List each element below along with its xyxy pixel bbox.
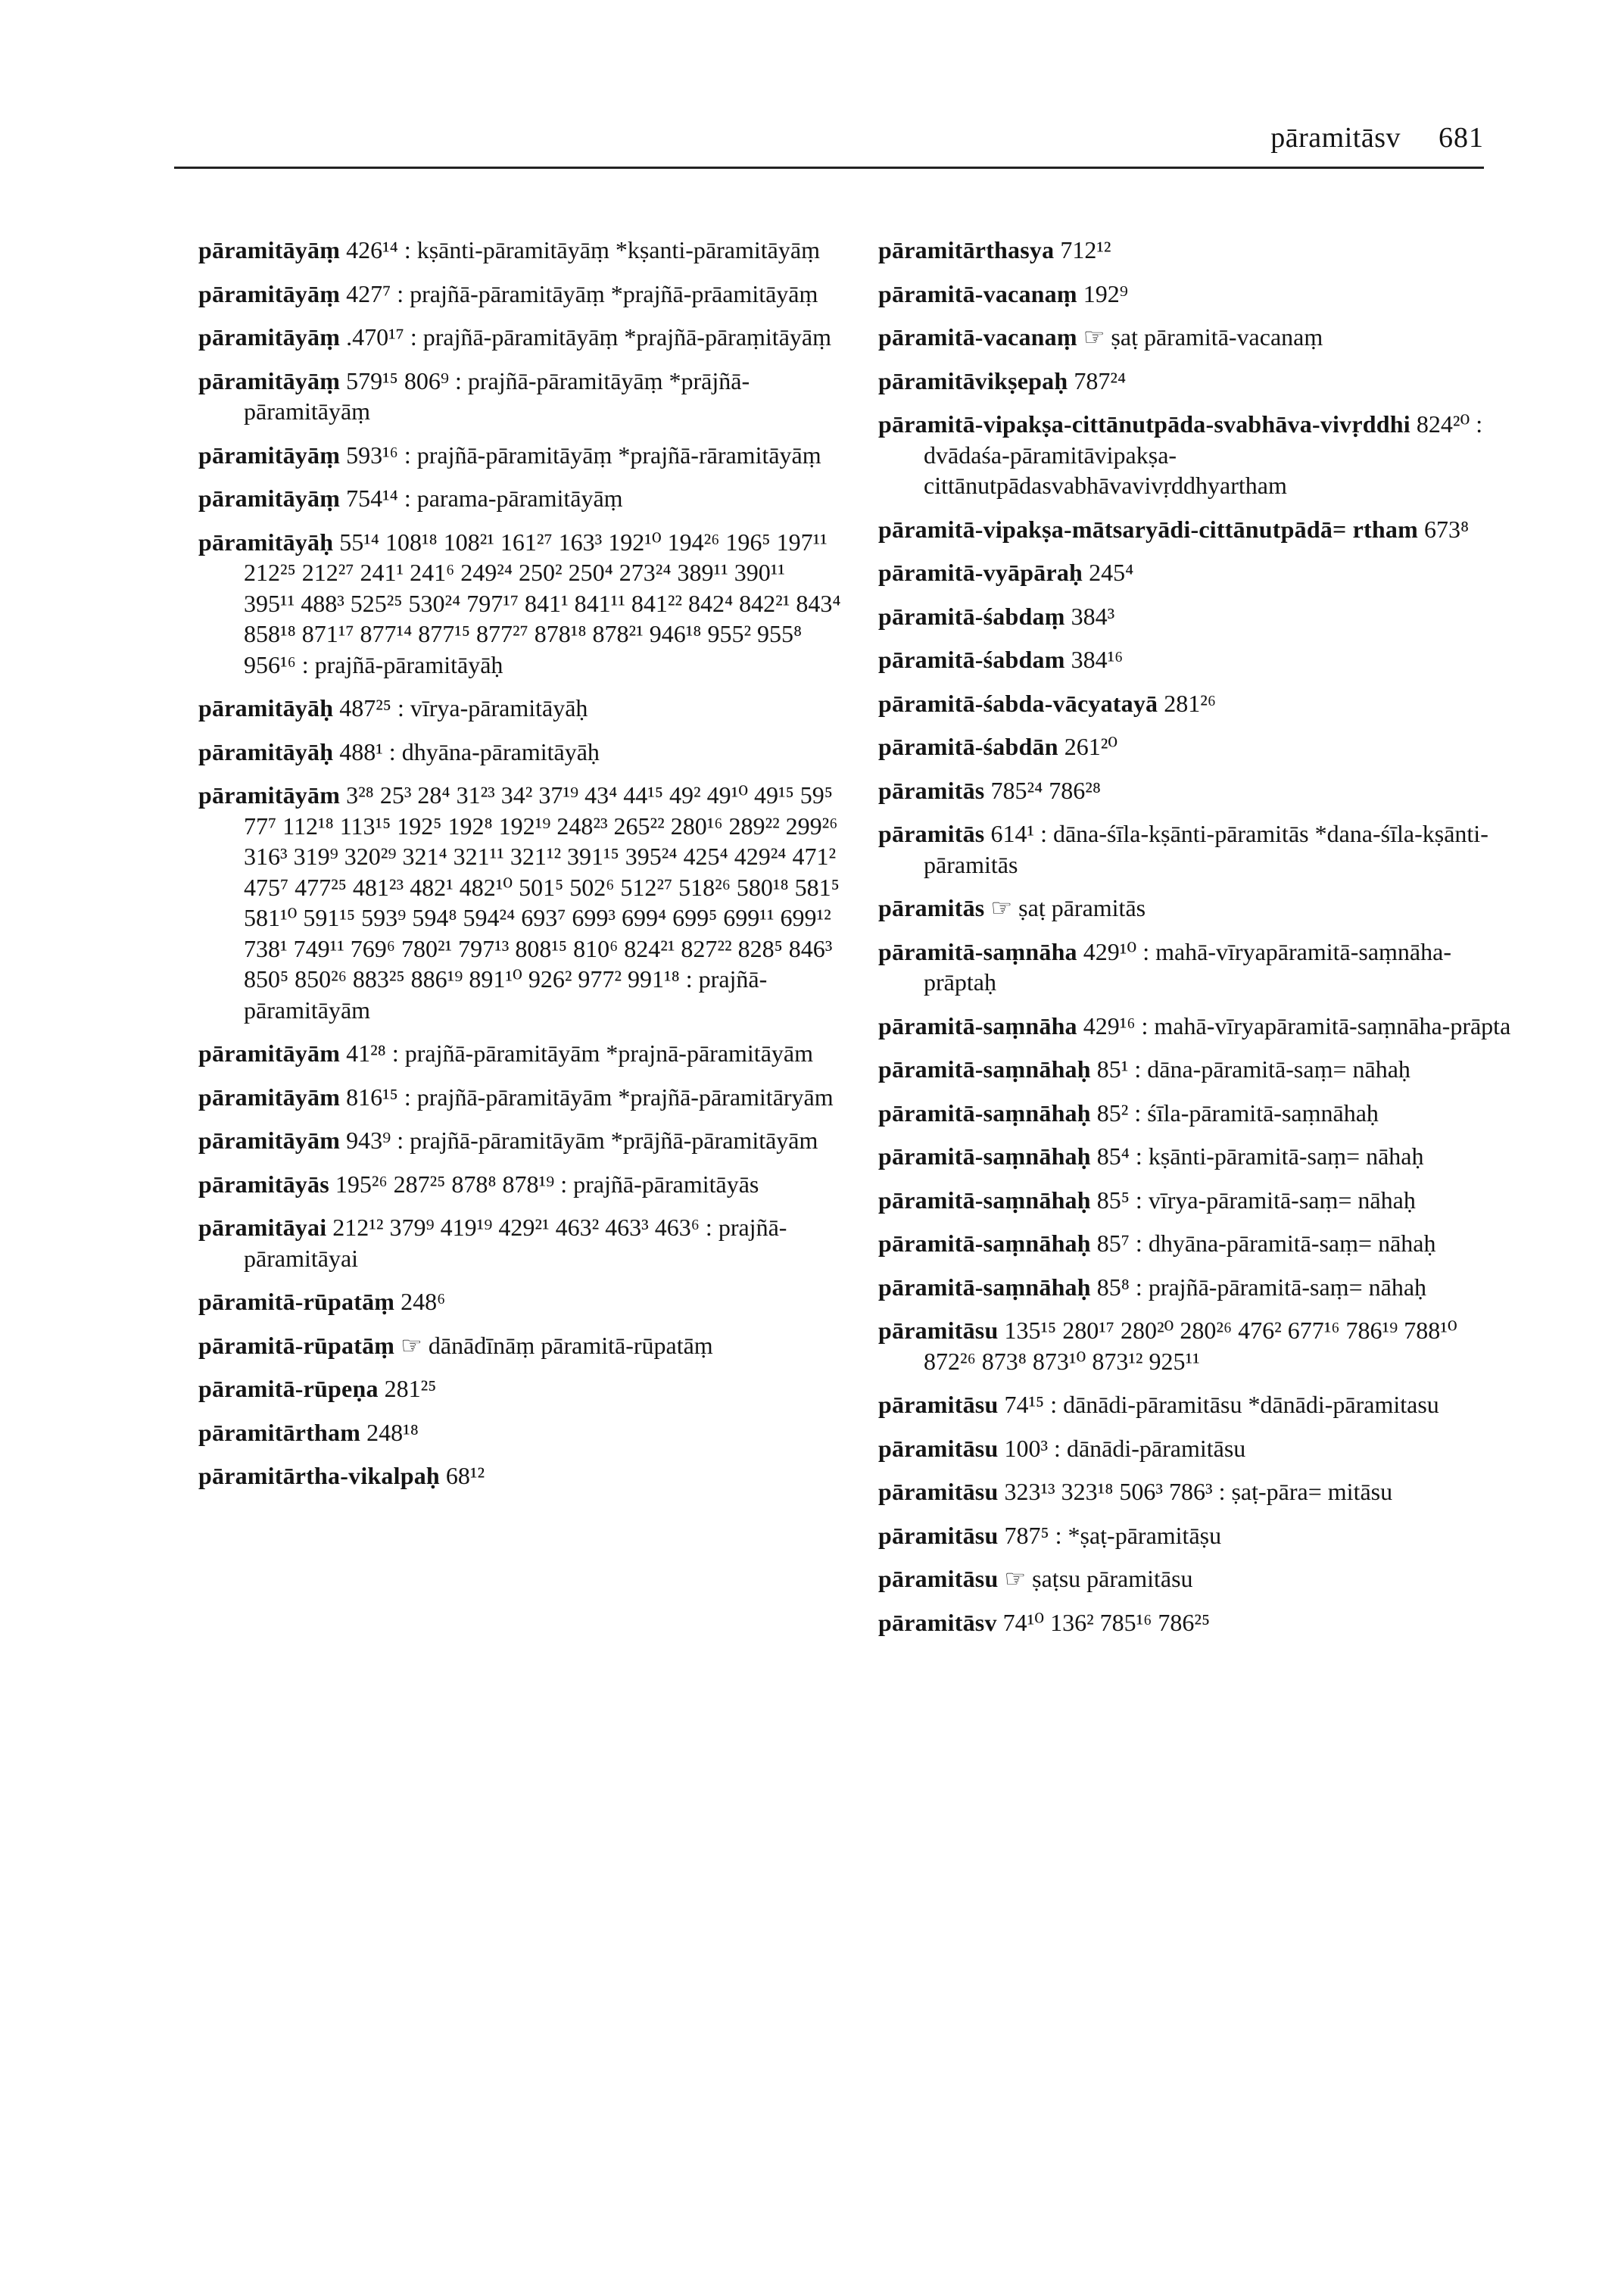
index-entry — [878, 601, 1514, 632]
entry-cross-reference: : prajñā-pāramitāyāṃ *prajñā-rāramitāyāṃ — [404, 441, 821, 469]
entry-page-refs: 943⁹ — [346, 1127, 391, 1154]
entry-page-refs: 673⁸ — [1423, 515, 1470, 543]
entry-page-refs: 323¹³ 323¹⁸ 506³ 786³ — [1004, 1478, 1213, 1505]
index-entry — [198, 1125, 842, 1156]
entry-cross-reference: : prajñā-pāramitāyāṃ *prajñā-pāraṃitāyāṃ — [410, 323, 831, 351]
entry-page-refs: 3²⁸ 25³ 28⁴ 31²³ 34² 37¹⁹ 43⁴ 44¹⁵ 49² 49¹⁰ 49¹⁵ 59⁵ 77⁷ 112¹⁸ 113¹⁵ 192⁵ 192⁸ 192¹⁹ 248²³ 265²² 280¹⁶ 289²² 299²⁶ 316³ 319⁹ 320²⁹ 321⁴ 321¹¹ 321¹² 391¹⁵ 395²⁴ 425⁴ 429²⁴ 471² 475⁷ 477²⁵ 481²³ 482¹ 482¹⁰ 501⁵ 502⁶ 512²⁷ 518²⁶ 580¹⁸ 581⁵ 581¹⁰ 591¹⁵ 593⁹ 594⁸ 594²⁴ 693⁷ 699³ 699⁴ 699⁵ 699¹¹ 699¹² 738¹ 749¹¹ 769⁶ 780²¹ 797¹³ 808¹⁵ 810⁶ 824²¹ 827²² 828⁵ 846³ 850⁵ 850²⁶ 883²⁵ 886¹⁹ 891¹⁰ 926² 977² 991¹⁸ — [244, 781, 840, 993]
entry-page-refs: 593¹⁶ — [346, 441, 398, 469]
entry-headword: pāramitāyām — [198, 1039, 341, 1067]
entry-page-refs: 429¹⁶ — [1083, 1011, 1136, 1039]
index-entry — [198, 235, 842, 266]
entry-headword: pāramitā-vipakṣa-mātsaryādi-cittānutpādā= rtham — [878, 515, 1418, 543]
entry-cross-reference: : ṣaṭ-pāra= mitāsu — [1218, 1478, 1393, 1505]
entry-cross-reference: : parama-pāramitāyāṃ — [404, 485, 623, 512]
index-entry — [198, 780, 842, 1025]
entry-page-refs: 85¹ — [1096, 1055, 1129, 1083]
index-entry — [198, 483, 842, 514]
entry-headword: pāramitāyāṃ — [198, 236, 341, 263]
index-entry — [198, 1460, 842, 1491]
index-entry — [198, 693, 842, 724]
index-entry — [198, 1286, 842, 1317]
entry-headword: pāramitā-saṃnāhaḥ — [878, 1055, 1091, 1083]
index-entry — [198, 737, 842, 768]
entry-page-refs: .470¹⁷ — [346, 323, 404, 351]
entry-page-refs: 212¹² 379⁹ 419¹⁹ 429²¹ 463² 463³ 463⁶ — [332, 1214, 700, 1241]
entry-page-refs: 74¹⁵ — [1004, 1391, 1045, 1418]
index-entry — [878, 1272, 1514, 1303]
entry-page-refs: 85⁷ — [1096, 1230, 1130, 1257]
index-entry — [878, 409, 1514, 501]
entry-page-refs: 579¹⁵ 806⁹ — [346, 366, 449, 394]
entry-cross-reference: : prajñā-pāramitāyām *prajñā-pāramitāryām — [404, 1083, 834, 1111]
entry-cross-reference: : prajñā-pāramitāyām *prajnā-pāramitāyām — [391, 1039, 813, 1067]
entry-headword: pāramitārtham — [198, 1418, 361, 1446]
entry-headword: pāramitāsu — [878, 1565, 999, 1592]
entry-page-refs: 85⁸ — [1096, 1273, 1130, 1301]
entry-headword: pāramitās — [878, 776, 985, 804]
entry-page-refs: 245⁴ — [1089, 559, 1134, 586]
entry-cross-reference: : prajñā-pāramitāyām — [244, 965, 768, 1024]
entry-cross-reference: ☞ ṣaṭ pāramitā-vacanaṃ — [1083, 323, 1323, 351]
entry-page-refs: 824²⁰ — [1416, 410, 1470, 438]
entry-headword: pāramitārtha-vikalpaḥ — [198, 1462, 440, 1489]
entry-headword: pāramitā-śabdān — [878, 733, 1058, 760]
entry-headword: pāramitā-vacanaṃ — [878, 279, 1077, 307]
entry-cross-reference: : dhyāna-pāramitāyāḥ — [388, 737, 600, 765]
entry-headword: pāramitāsu — [878, 1391, 999, 1418]
entry-headword: pāramitā-vacanaṃ — [878, 323, 1077, 351]
entry-page-refs: 281²⁵ — [384, 1375, 437, 1402]
index-entry — [878, 1054, 1514, 1085]
entry-headword: pāramitāyām — [198, 1083, 341, 1111]
entry-headword: pāramitā-saṃnāhaḥ — [878, 1230, 1091, 1257]
entry-page-refs: 614¹ — [990, 820, 1035, 847]
entry-page-refs: 754¹⁴ — [346, 485, 398, 512]
index-entry — [198, 1373, 842, 1404]
index-entry — [878, 1185, 1514, 1216]
entry-cross-reference: : mahā-vīryapāramitā-saṃnāha-prāptaḥ — [924, 937, 1451, 996]
index-entry — [878, 731, 1514, 762]
entry-page-refs: 785²⁴ 786²⁸ — [990, 776, 1101, 804]
entry-headword: pāramitā-rūpeṇa — [198, 1375, 379, 1402]
index-entry — [878, 1563, 1514, 1594]
entry-page-refs: 100³ — [1004, 1434, 1049, 1462]
entry-cross-reference: : prajñā-pāramitāyai — [244, 1214, 787, 1272]
index-entry — [198, 279, 842, 310]
entry-page-refs: 787²⁴ — [1074, 366, 1127, 394]
index-entry — [878, 893, 1514, 924]
page-number: 681 — [1439, 122, 1484, 154]
entry-headword: pāramitāyās — [198, 1170, 329, 1198]
entry-cross-reference: ☞ dānādīnāṃ pāramitā-rūpatāṃ — [401, 1331, 713, 1359]
entry-cross-reference: : dhyāna-pāramitā-saṃ= nāhaḥ — [1135, 1230, 1436, 1257]
index-entry — [878, 1607, 1514, 1638]
entry-cross-reference: : dāna-śīla-kṣānti-pāramitās *dana-śīla-kṣānti-pāramitās — [924, 820, 1488, 878]
entry-headword: pāramitā-śabda-vācyatayā — [878, 689, 1158, 717]
index-entry — [878, 775, 1514, 806]
entry-headword: pāramitāyām — [198, 1127, 341, 1154]
entry-headword: pāramitārthasya — [878, 236, 1055, 263]
entry-page-refs: 712¹² — [1060, 236, 1111, 263]
entry-cross-reference: : śīla-pāramitā-saṃnāhaḥ — [1134, 1099, 1379, 1127]
entry-page-refs: 192⁹ — [1083, 279, 1128, 307]
index-entry — [198, 440, 842, 471]
entry-headword: pāramitāyāṃ — [198, 485, 341, 512]
index-entry — [878, 514, 1514, 545]
index-entry — [878, 1228, 1514, 1259]
entry-headword: pāramitāsu — [878, 1317, 999, 1344]
entry-headword: pāramitāyāṃ — [198, 441, 341, 469]
entry-headword: pāramitā-saṃnāha — [878, 937, 1077, 965]
entry-headword: pāramitās — [878, 894, 985, 921]
index-entry — [198, 366, 842, 427]
index-entry — [878, 235, 1514, 266]
entry-headword: pāramitās — [878, 820, 985, 847]
entry-page-refs: 787⁵ — [1004, 1521, 1049, 1549]
index-entry — [878, 322, 1514, 353]
entry-page-refs: 135¹⁵ 280¹⁷ 280²⁰ 280²⁶ 476² 677¹⁶ 786¹⁹ 788¹⁰ 872²⁶ 873⁸ 873¹⁰ 873¹² 925¹¹ — [924, 1317, 1457, 1375]
index-entry — [878, 1389, 1514, 1420]
entry-cross-reference: ☞ ṣaṭ pāramitās — [990, 894, 1146, 921]
entry-cross-reference: : prajñā-pāramitāyāṃ *prājñā-pāramitāyāṃ — [244, 366, 750, 425]
entry-cross-reference: : *ṣaṭ-pāramitāṣu — [1055, 1521, 1222, 1549]
entry-headword: pāramitā-rūpatāṃ — [198, 1331, 395, 1359]
entry-headword: pāramitāsu — [878, 1478, 999, 1505]
entry-page-refs: 816¹⁵ — [346, 1083, 398, 1111]
entry-cross-reference: : vīrya-pāramitāyāḥ — [397, 694, 588, 722]
entry-headword: pāramitāsv — [878, 1608, 997, 1636]
entry-headword: pāramitā-vipakṣa-cittānutpāda-svabhāva-vivṛddhi — [878, 410, 1410, 438]
entry-page-refs: 281²⁶ — [1164, 689, 1216, 717]
entry-cross-reference: : dvādaśa-pāramitāvipakṣa-cittānutpādasvabhāvavivṛddhyartham — [924, 410, 1483, 499]
entry-cross-reference: : prajñā-pāramitāyāṃ *prajñā-prāamitāyāṃ — [397, 279, 818, 307]
entry-cross-reference: ☞ ṣaṭsu pāramitāsu — [1004, 1565, 1193, 1592]
entry-headword: pāramitāyāḥ — [198, 528, 334, 556]
entry-headword: pāramitā-saṃnāhaḥ — [878, 1099, 1091, 1127]
entry-page-refs: 248⁶ — [401, 1288, 446, 1315]
entry-cross-reference: : prajñā-pāramitāyāḥ — [301, 650, 503, 678]
entry-cross-reference: : prajñā-pāramitāyām *prājñā-pāramitāyām — [397, 1127, 818, 1154]
entry-headword: pāramitā-śabdam — [878, 646, 1065, 673]
entry-headword: pāramitāyām — [198, 781, 341, 809]
entry-cross-reference: : dānādi-pāramitāsu — [1054, 1434, 1246, 1462]
entry-page-refs: 384³ — [1071, 602, 1115, 630]
index-entry — [878, 366, 1514, 397]
entry-page-refs: 384¹⁶ — [1071, 646, 1124, 673]
entry-cross-reference: : vīrya-pāramitā-saṃ= nāhaḥ — [1135, 1186, 1416, 1214]
entry-page-refs: 426¹⁴ — [346, 236, 398, 263]
index-column-right — [878, 235, 1514, 1650]
entry-cross-reference: : prajñā-pāramitā-saṃ= nāhaḥ — [1135, 1273, 1427, 1301]
entry-page-refs: 85² — [1096, 1099, 1129, 1127]
entry-page-refs: 41²⁸ — [346, 1039, 386, 1067]
running-head: pāramitāsv — [1270, 122, 1401, 154]
index-entry — [198, 1212, 842, 1273]
entry-page-refs: 195²⁶ 287²⁵ 878⁸ 878¹⁹ — [335, 1170, 555, 1198]
index-entry — [198, 1330, 842, 1361]
entry-cross-reference: : dānādi-pāramitāsu *dānādi-pāramitasu — [1050, 1391, 1439, 1418]
index-entry — [878, 557, 1514, 588]
entry-headword: pāramitāsu — [878, 1521, 999, 1549]
index-entry — [878, 818, 1514, 880]
index-entry — [878, 1520, 1514, 1551]
entry-cross-reference: : prajñā-pāramitāyās — [560, 1170, 759, 1198]
index-entry — [878, 644, 1514, 675]
entry-headword: pāramitā-saṃnāhaḥ — [878, 1273, 1091, 1301]
entry-headword: pāramitāyai — [198, 1214, 327, 1241]
page-header — [174, 97, 1484, 169]
index-entry — [878, 279, 1514, 310]
index-column-left — [198, 235, 842, 1504]
index-entry — [878, 1433, 1514, 1464]
entry-page-refs: 74¹⁰ 136² 785¹⁶ 786²⁵ — [1002, 1608, 1211, 1636]
entry-cross-reference: : mahā-vīryapāramitā-saṃnāha-prāpta — [1141, 1011, 1511, 1039]
index-entry — [198, 1038, 842, 1069]
entry-page-refs: 488¹ — [339, 737, 383, 765]
entry-headword: pāramitā-vyāpāraḥ — [878, 559, 1083, 586]
index-entry — [878, 688, 1514, 719]
entry-page-refs: 248¹⁸ — [366, 1418, 419, 1446]
entry-headword: pāramitā-saṃnāhaḥ — [878, 1142, 1091, 1170]
entry-page-refs: 487²⁵ — [339, 694, 391, 722]
entry-headword: pāramitāvikṣepaḥ — [878, 366, 1068, 394]
entry-page-refs: 427⁷ — [346, 279, 391, 307]
entry-headword: pāramitāsu — [878, 1434, 999, 1462]
entry-page-refs: 85⁵ — [1096, 1186, 1130, 1214]
index-entry — [198, 1417, 842, 1448]
index-entry — [198, 527, 842, 681]
entry-page-refs: 85⁴ — [1096, 1142, 1130, 1170]
index-entry — [878, 1315, 1514, 1376]
entry-headword: pāramitā-saṃnāha — [878, 1011, 1077, 1039]
entry-cross-reference: : kṣānti-pāramitāyāṃ *kṣanti-pāramitāyāṃ — [404, 236, 820, 263]
index-entry — [878, 937, 1514, 998]
entry-headword: pāramitā-śabdaṃ — [878, 602, 1065, 630]
entry-page-refs: 68¹² — [445, 1462, 485, 1489]
entry-headword: pāramitā-saṃnāhaḥ — [878, 1186, 1091, 1214]
entry-page-refs: 429¹⁰ — [1083, 937, 1137, 965]
index-entry — [878, 1141, 1514, 1172]
entry-headword: pāramitāyāṃ — [198, 366, 341, 394]
index-entry — [198, 1082, 842, 1113]
entry-headword: pāramitāyāṃ — [198, 279, 341, 307]
entry-headword: pāramitāyāḥ — [198, 737, 334, 765]
entry-headword: pāramitā-rūpatāṃ — [198, 1288, 395, 1315]
index-entry — [198, 1169, 842, 1200]
entry-headword: pāramitāyāṃ — [198, 323, 341, 351]
entry-headword: pāramitāyāḥ — [198, 694, 334, 722]
index-entry — [878, 1476, 1514, 1507]
index-entry — [198, 322, 842, 353]
entry-cross-reference: : kṣānti-pāramitā-saṃ= nāhaḥ — [1135, 1142, 1424, 1170]
index-entry — [878, 1011, 1514, 1042]
entry-page-refs: 261²⁰ — [1064, 733, 1118, 760]
entry-page-refs: 55¹⁴ 108¹⁸ 108²¹ 161²⁷ 163³ 192¹⁰ 194²⁶ 196⁵ 197¹¹ 212²⁵ 212²⁷ 241¹ 241⁶ 249²⁴ 250² 250⁴ 273²⁴ 389¹¹ 390¹¹ 395¹¹ 488³ 525²⁵ 530²⁴ 797¹⁷ 841¹ 841¹¹ 841²² 842⁴ 842²¹ 843⁴ 858¹⁸ 871¹⁷ 877¹⁴ 877¹⁵ 877²⁷ 878¹⁸ 878²¹ 946¹⁸ 955² 955⁸ 956¹⁶ — [244, 528, 841, 678]
index-entry — [878, 1098, 1514, 1129]
entry-cross-reference: : dāna-pāramitā-saṃ= nāhaḥ — [1134, 1055, 1410, 1083]
